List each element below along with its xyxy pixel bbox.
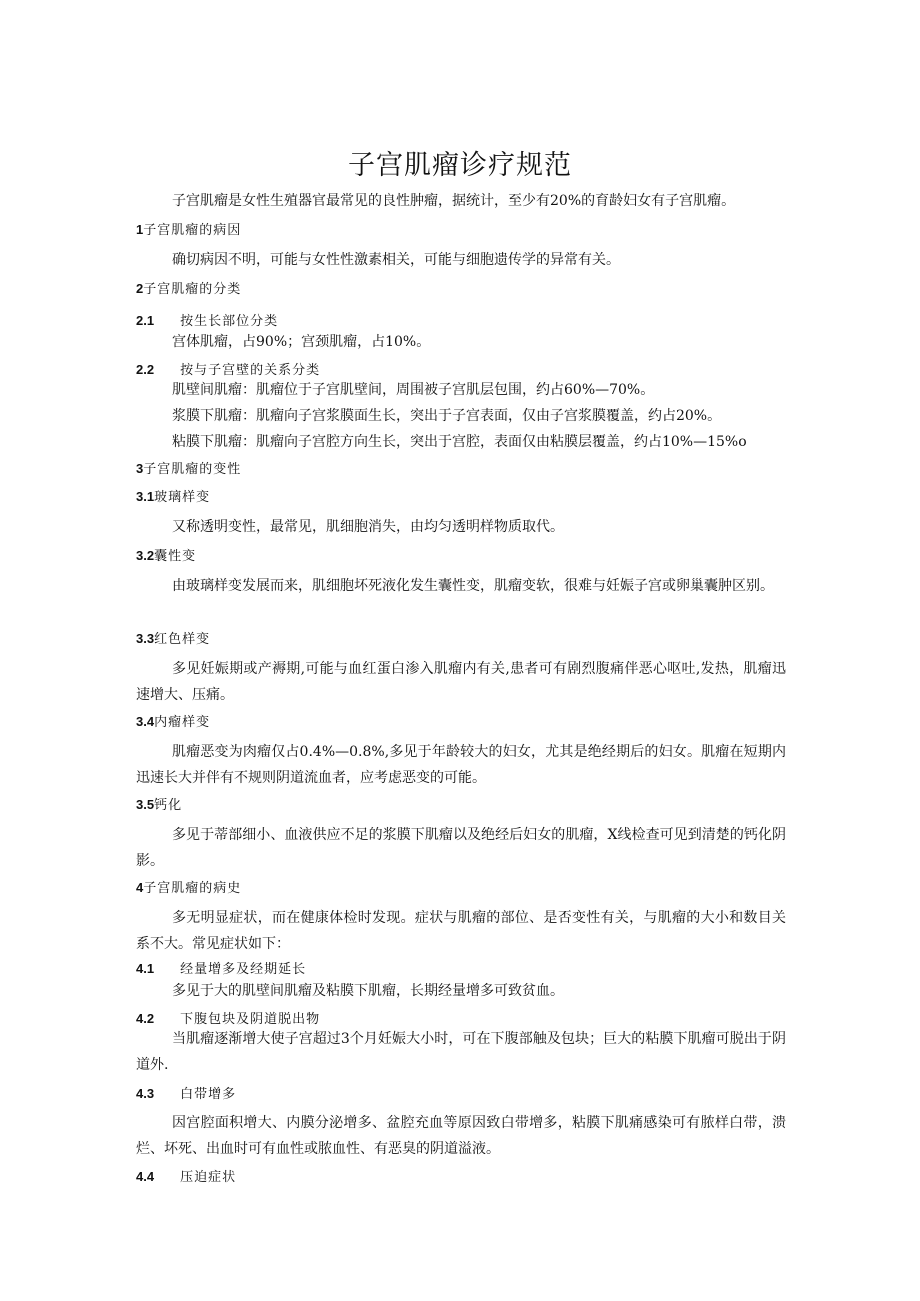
section-3-1-number: 3.1 [136,489,155,504]
section-1-text: 确切病因不明，可能与女性性激素相关，可能与细胞遗传学的异常有关。 [172,252,620,268]
section-4-2-number: 4.2 [136,1011,155,1026]
section-2-2-number: 2.2 [136,362,155,377]
section-3-5-text: 多见于蒂部细小、血液供应不足的浆膜下肌瘤以及绝经后妇女的肌瘤，X线检查可见到清楚的钙化阴影。 [136,827,786,869]
section-3-2-number: 3.2 [136,548,155,563]
section-3-4-paragraph [136,739,786,791]
section-2-heading [136,278,786,297]
section-3-title: 子宫肌瘤的变性 [143,462,242,477]
section-4-4-title: 压迫症状 [180,1170,237,1185]
section-2-2-heading [136,359,786,378]
section-4-2-paragraph [136,1026,786,1078]
section-3-5-heading [136,794,786,813]
intro-paragraph [136,188,786,214]
section-4-1-heading [136,958,786,977]
section-4-number: 4 [136,880,144,895]
section-4-heading [136,877,786,896]
section-4-2-text: 当肌瘤逐渐增大使子宫超过3个月妊娠大小时，可在下腹部触及包块；巨大的粘膜下肌瘤可脱出于阴道外. [136,1031,786,1073]
section-4-1-paragraph [136,978,786,1004]
section-3-4-heading [136,711,786,730]
section-3-2-title: 囊性变 [154,549,197,564]
section-2-1-number: 2.1 [136,313,155,328]
section-2-number: 2 [136,281,144,296]
section-3-2-text: 由玻璃样变发展而来，肌细胞坏死液化发生囊性变，肌瘤变软，很难与妊娠子宫或卵巢囊肿区别。 [172,578,774,594]
section-4-paragraph [136,905,786,957]
section-2-1-paragraph [136,329,786,355]
section-1-heading [136,219,786,238]
section-4-2-title: 下腹包块及阴道脱出物 [180,1012,321,1027]
section-2-1-title: 按生长部位分类 [180,314,279,329]
section-3-4-title: 内瘤样变 [154,715,211,730]
section-2-2-line-3: 粘膜下肌瘤：肌瘤向子宫腔方向生长，突出于宫腔，表面仅由粘膜层覆盖，约占10%—15%o [172,434,747,450]
section-3-5-title: 钙化 [154,798,183,813]
section-2-2-line-1: 肌壁间肌瘤：肌瘤位于子宫肌壁间，周围被子宫肌层包围，约占60%—70%。 [172,382,655,398]
section-3-1-heading [136,486,786,505]
section-3-number: 3 [136,461,144,476]
section-4-3-number: 4.3 [136,1086,155,1101]
section-4-1-number: 4.1 [136,961,155,976]
section-2-title: 子宫肌瘤的分类 [143,282,242,297]
section-4-3-heading [136,1083,786,1102]
section-3-2-paragraph [136,573,786,599]
section-3-5-paragraph [136,822,786,874]
section-3-4-text: 肌瘤恶变为肉瘤仅占0.4%—0.8%,多见于年龄较大的妇女，尤其是绝经期后的妇女。肌瘤在短期内迅速长大并伴有不规则阴道流血者，应考虑恶变的可能。 [136,744,786,786]
section-3-1-text: 又称透明变性，最常见，肌细胞消失，由均匀透明样物质取代。 [172,519,564,535]
section-4-1-text: 多见于大的肌壁间肌瘤及粘膜下肌瘤，长期经量增多可致贫血。 [172,983,564,999]
section-2-2-title: 按与子宫壁的关系分类 [180,363,321,378]
section-3-3-text: 多见妊娠期或产褥期,可能与血红蛋白渗入肌瘤内有关,患者可有剧烈腹痛伴恶心呕吐,发热，肌瘤迅速增大、压痛。 [136,661,786,703]
section-3-1-paragraph [136,514,786,540]
section-2-1-heading [136,310,786,329]
section-4-title: 子宫肌瘤的病史 [143,881,242,896]
section-3-3-number: 3.3 [136,631,155,646]
section-2-2-paragraph [136,377,786,455]
section-1-number: 1 [136,222,144,237]
section-3-heading [136,458,786,477]
section-3-5-number: 3.5 [136,797,155,812]
section-1-title: 子宫肌瘤的病因 [143,223,242,238]
intro-text: 子宫肌瘤是女性生殖器官最常见的良性肿瘤，据统计，至少有20%的育龄妇女有子宫肌瘤。 [172,193,736,209]
section-4-3-paragraph [136,1110,786,1162]
section-3-2-heading [136,545,786,564]
section-4-text: 多无明显症状，而在健康体检时发现。症状与肌瘤的部位、是否变性有关，与肌瘤的大小和数目关系不大。常见症状如下： [136,910,786,952]
section-3-3-paragraph [136,656,786,708]
section-2-2-line-2: 浆膜下肌瘤：肌瘤向子宫浆膜面生长，突出于子宫表面，仅由子宫浆膜覆盖，约占20%。 [172,408,722,424]
section-3-3-heading [136,628,786,647]
document-title: 子宫肌瘤诊疗规范 [348,150,572,181]
section-3-1-title: 玻璃样变 [154,490,211,505]
section-4-1-title: 经量增多及经期延长 [180,962,307,977]
section-4-4-number: 4.4 [136,1169,155,1184]
section-4-4-heading [136,1166,786,1185]
section-2-1-text: 宫体肌瘤，占90%；宫颈肌瘤，占10%。 [172,334,431,350]
section-1-paragraph [136,247,786,273]
section-3-3-title: 红色样变 [154,632,211,647]
section-4-2-heading [136,1008,786,1027]
section-4-3-text: 因宫腔面积增大、内膜分泌增多、盆腔充血等原因致白带增多，粘膜下肌痛感染可有脓样白带，溃烂、坏死、出血时可有血性或脓血性、有恶臭的阴道溢液。 [136,1115,786,1157]
section-3-4-number: 3.4 [136,714,155,729]
section-4-3-title: 白带增多 [180,1087,237,1102]
